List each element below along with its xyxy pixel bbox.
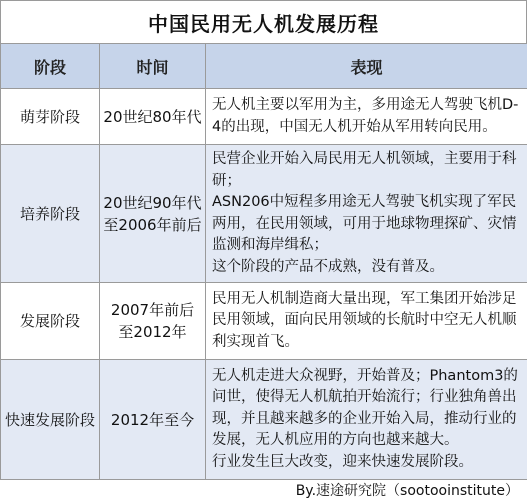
description-paragraph: 民营企业开始入局民用无人机领域，主要用于科研； bbox=[212, 151, 517, 189]
header-time: 时间 bbox=[100, 44, 206, 89]
table-row bbox=[1, 360, 527, 480]
description-paragraph: 民用无人机制造商大量出现，军工集团开始涉足民用领域，面向民用领域的长航时中空无人机顺利实现首飞。 bbox=[212, 290, 517, 350]
table-row bbox=[1, 283, 527, 360]
description-paragraph: 行业发生巨大改变，迎来快速发展阶段。 bbox=[212, 453, 473, 470]
description-paragraph: 这个阶段的产品不成熟，没有普及。 bbox=[212, 258, 444, 275]
stage-cell: 快速发展阶段 bbox=[1, 360, 100, 480]
header-row bbox=[1, 44, 527, 89]
time-line: 2007年前后 bbox=[110, 301, 195, 319]
time-cell bbox=[100, 360, 206, 480]
description-cell bbox=[206, 360, 527, 480]
description-paragraph: 无人机主要以军用为主，多用途无人驾驶飞机D-4的出现，中国无人机开始从军用转向民用。 bbox=[212, 97, 519, 135]
description-paragraph: ASN206中短程多用途无人驾驶飞机实现了军民两用，在民用领域，可用于地球物理探矿、灾情监测和海岸缉私； bbox=[212, 194, 517, 253]
stage-cell: 发展阶段 bbox=[1, 283, 100, 360]
time-line: 20世纪90年代 bbox=[103, 193, 202, 212]
table-title: 中国民用无人机发展历程 bbox=[0, 0, 527, 43]
time-line: 至2006年前后 bbox=[103, 215, 202, 234]
header-performance: 表现 bbox=[206, 44, 527, 89]
description-cell bbox=[206, 145, 527, 283]
time-cell bbox=[100, 283, 206, 360]
time-line: 20世纪80年代 bbox=[103, 107, 202, 126]
time-cell bbox=[100, 145, 206, 283]
stage-cell: 萌芽阶段 bbox=[1, 89, 100, 145]
table-row bbox=[1, 145, 527, 283]
time-cell bbox=[100, 89, 206, 145]
table-row bbox=[1, 89, 527, 145]
history-table bbox=[0, 43, 527, 480]
header-stage: 阶段 bbox=[1, 44, 100, 89]
time-line: 至2012年 bbox=[118, 323, 187, 341]
time-line: 2012年至今 bbox=[110, 410, 195, 429]
description-cell bbox=[206, 89, 527, 145]
stage-cell: 培养阶段 bbox=[1, 145, 100, 283]
description-paragraph: 无人机走进大众视野，开始普及；Phantom3的问世，使得无人机航拍开始流行；行业独角兽出现，并且越来越多的企业开始入局，推动行业的发展，无人机应用的方向也越来越大。 bbox=[212, 367, 518, 449]
source-credit: By.速途研究院（sootooinstitute） bbox=[295, 483, 519, 499]
description-cell bbox=[206, 283, 527, 360]
